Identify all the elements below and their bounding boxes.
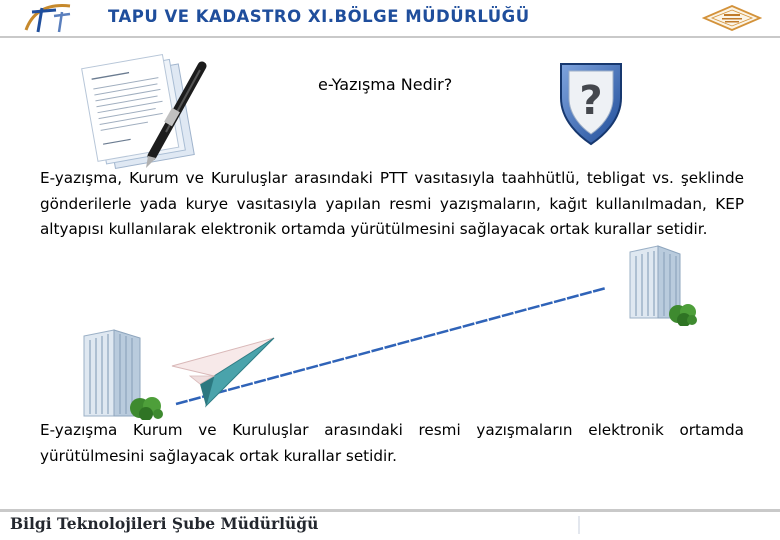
page-title: e-Yazışma Nedir? [318, 75, 453, 94]
paper-plane-icon [170, 336, 276, 410]
summary-paragraph: E-yazışma Kurum ve Kuruluşlar arasındaki resmi yazışmaların elektronik ortamda yürütülmesini sağlayacak ortak kurallar setidir. [40, 421, 744, 465]
office-building-icon [80, 326, 164, 420]
footer-divider [0, 509, 780, 512]
header-divider [0, 36, 780, 38]
svg-text:?: ? [579, 78, 603, 124]
definition-paragraph: E-yazışma, Kurum ve Kuruluşlar arasındaki PTT vasıtasıyla taahhütlü, tebligat vs. şeklinde gönderilerle yada kurye vasıtasıyla yapılan resmi yazışmaların, kağıt kullanılmadan, KEP altyapısı kullanılarak elektronik ortamda yürütülmesini sağlayacak ortak kurallar setidir. [40, 169, 744, 238]
question-shield-icon [555, 58, 627, 148]
footer-mark [578, 516, 580, 534]
footer-text: Bilgi Teknolojileri Şube Müdürlüğü [10, 514, 319, 533]
header-title: TAPU VE KADASTRO XI.BÖLGE MÜDÜRLÜĞÜ [108, 7, 530, 26]
document-pen-icon [76, 52, 216, 170]
tkgm-logo-icon [22, 2, 76, 34]
ministry-emblem-icon [702, 4, 762, 32]
office-building-icon [622, 242, 698, 326]
header-bar [0, 0, 780, 38]
